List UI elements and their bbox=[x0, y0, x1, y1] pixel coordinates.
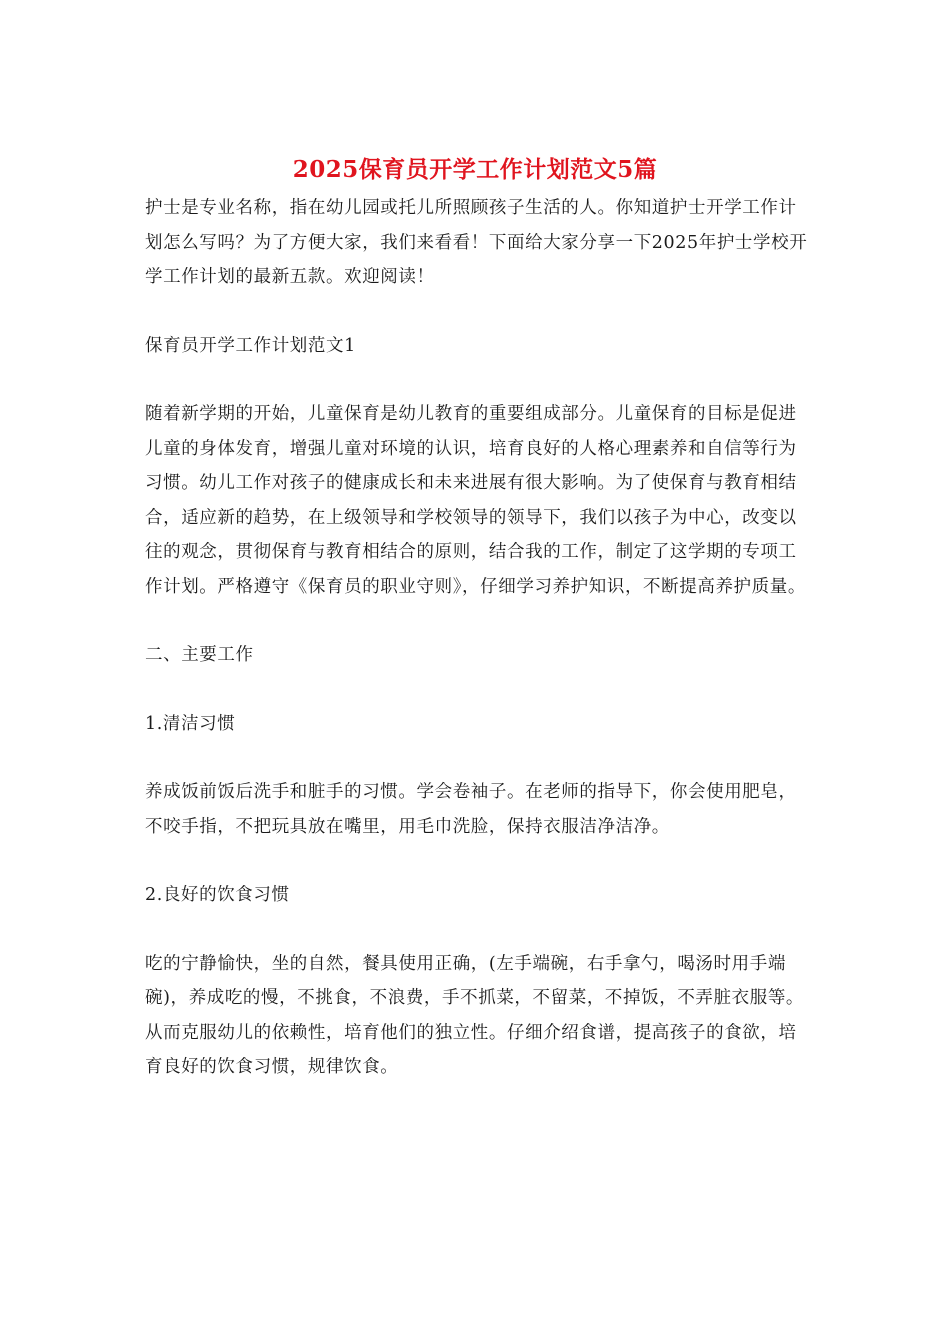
spacer bbox=[145, 844, 810, 878]
subheading-cleanliness: 1.清洁习惯 bbox=[145, 713, 236, 734]
spacer bbox=[145, 295, 810, 329]
document-body bbox=[145, 191, 810, 1085]
spacer bbox=[145, 913, 810, 947]
spacer bbox=[145, 741, 810, 775]
body-paragraph: 养成饭前饭后洗手和脏手的习惯。学会卷袖子。在老师的指导下，你会使用肥皂，不咬手指，不把玩具放在嘴里，用毛巾洗脸，保持衣服洁净洁净。 bbox=[145, 782, 797, 837]
intro-paragraph: 护士是专业名称，指在幼儿园或托儿所照顾孩子生活的人。你知道护士开学工作计划怎么写吗？为了方便大家，我们来看看！下面给大家分享一下2025年护士学校开学工作计划的最新五款。欢迎阅读！ bbox=[145, 198, 808, 287]
document-title: 2025保育员开学工作计划范文5篇 bbox=[292, 156, 658, 183]
body-paragraph: 吃的宁静愉快，坐的自然，餐具使用正确，(左手端碗，右手拿勺，喝汤时用手端碗)，养成吃的慢，不挑食，不浪费，手不抓菜，不留菜，不掉饭，不弄脏衣服等。从而克服幼儿的依赖性，培育他们的独立性。仔细介绍食谱，提高孩子的食欲，培育良好的饮食习惯，规律饮食。 bbox=[145, 953, 805, 1077]
subheading-eating-habits: 2.良好的饮食习惯 bbox=[145, 885, 290, 905]
spacer bbox=[145, 673, 810, 707]
spacer bbox=[145, 604, 810, 638]
section-heading-main-work: 二、主要工作 bbox=[145, 645, 254, 665]
spacer bbox=[145, 363, 810, 397]
section-heading-sample-1: 保育员开学工作计划范文1 bbox=[145, 335, 356, 356]
body-paragraph: 随着新学期的开始，儿童保育是幼儿教育的重要组成部分。儿童保育的目标是促进儿童的身体发育，增强儿童对环境的认识，培育良好的人格心理素养和自信等行为习惯。幼儿工作对孩子的健康成长和未来进展有很大影响。为了使保育与教育相结合，适应新的趋势，在上级领导和学校领导的领导下，我们以孩子为中心，改变以往的观念，贯彻保育与教育相结合的原则，结合我的工作，制定了这学期的专项工作计划。严格遵守《保育员的职业守则》，仔细学习养护知识，不断提高养护质量。 bbox=[145, 404, 806, 597]
